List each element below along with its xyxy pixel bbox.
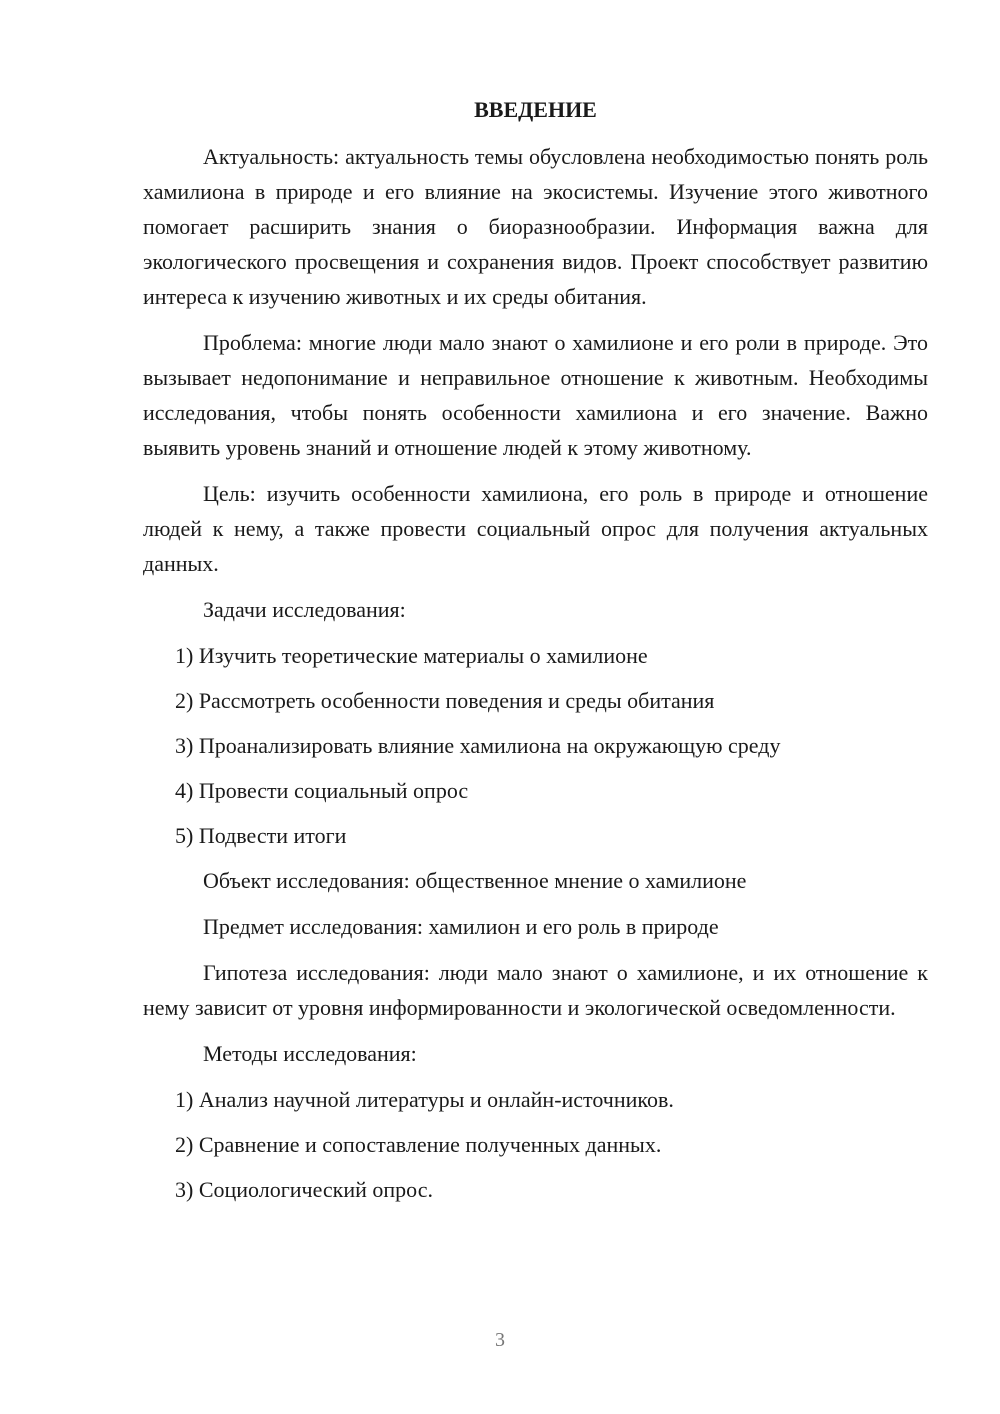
list-item: 5) Подвести итоги bbox=[175, 823, 347, 848]
list-item: 2) Сравнение и сопоставление полученных данных. bbox=[175, 1132, 662, 1157]
page-title: ВВЕДЕНИЕ bbox=[474, 97, 597, 122]
list-item: 3) Проанализировать влияние хамилиона на окружающую среду bbox=[175, 733, 781, 758]
hypothesis-paragraph: Гипотеза исследования: люди мало знают о хамилионе, и их отношение к нему зависит от уровня информированности и экологической осведомленности. bbox=[143, 960, 928, 1020]
relevance-paragraph: Актуальность: актуальность темы обусловлена необходимостью понять роль хамилиона в природе и его влияние на экосистемы. Изучение этого животного помогает расширить знания о биоразнообразии. Информация важна для экологического просвещения и сохранения видов. Проект способствует развитию интереса к изучению животных и их среды обитания. bbox=[143, 144, 928, 309]
object-paragraph: Объект исследования: общественное мнение о хамилионе bbox=[203, 868, 747, 893]
problem-paragraph: Проблема: многие люди мало знают о хамилионе и его роли в природе. Это вызывает недопонимание и неправильное отношение к животным. Необходимы исследования, чтобы понять особенности хамилиона и его значение. Важно выявить уровень знаний и отношение людей к этому животному. bbox=[143, 330, 928, 460]
list-item: 3) Социологический опрос. bbox=[175, 1177, 433, 1202]
list-item: 2) Рассмотреть особенности поведения и среды обитания bbox=[175, 688, 715, 713]
document-page bbox=[143, 92, 928, 1217]
goal-paragraph: Цель: изучить особенности хамилиона, его роль в природе и отношение людей к нему, а также провести социальный опрос для получения актуальных данных. bbox=[143, 481, 928, 576]
list-item: 1) Изучить теоретические материалы о хамилионе bbox=[175, 643, 648, 668]
list-item: 1) Анализ научной литературы и онлайн-источников. bbox=[175, 1087, 674, 1112]
methods-heading: Методы исследования: bbox=[203, 1041, 417, 1066]
page-number: 3 bbox=[495, 1329, 505, 1351]
tasks-heading: Задачи исследования: bbox=[203, 597, 406, 622]
subject-paragraph: Предмет исследования: хамилион и его роль в природе bbox=[203, 914, 719, 939]
methods-list bbox=[143, 1082, 928, 1207]
list-item: 4) Провести социальный опрос bbox=[175, 778, 469, 803]
tasks-list bbox=[143, 638, 928, 853]
